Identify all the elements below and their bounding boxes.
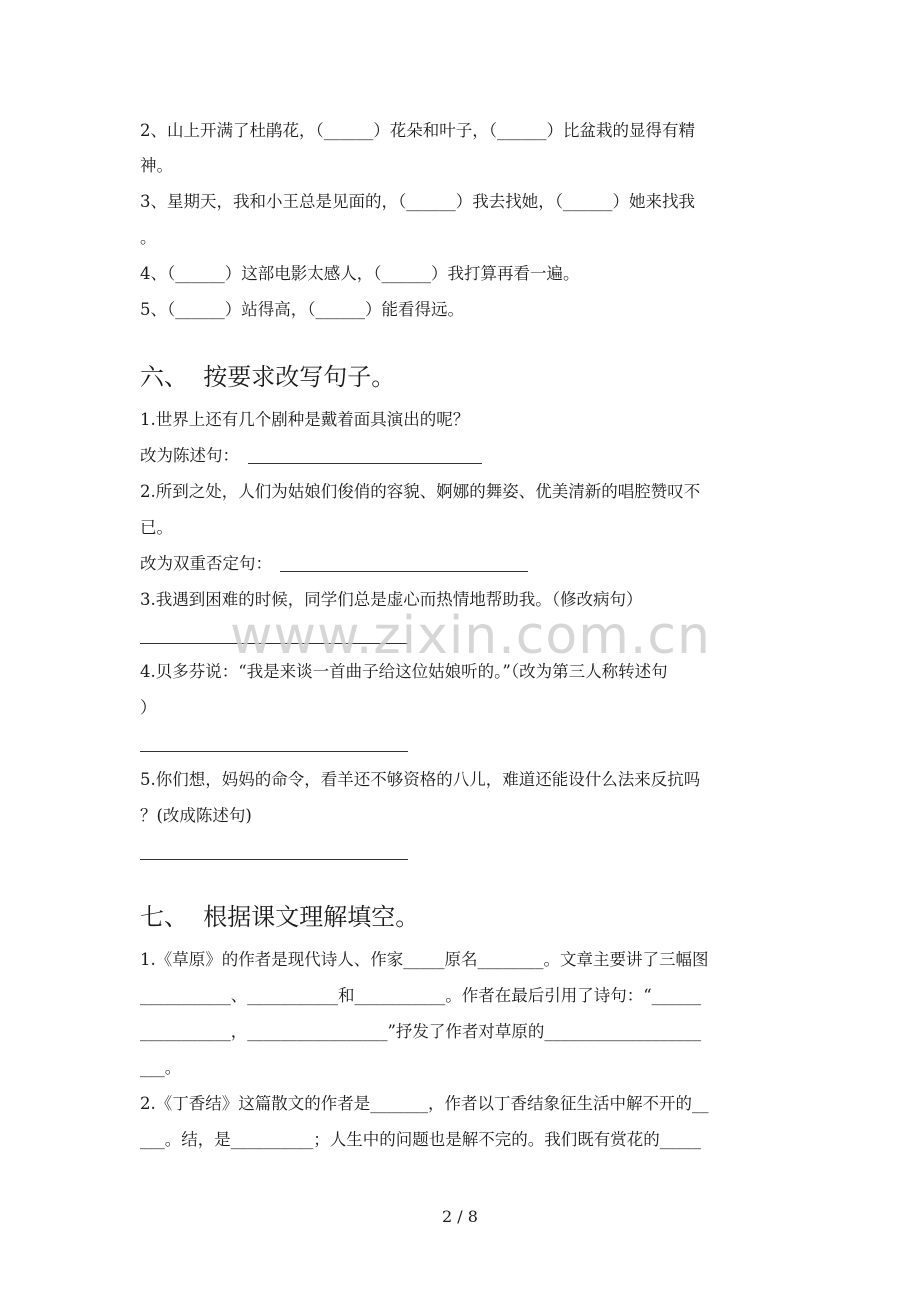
comprehension-question-2-line2: ___。结，是__________；人生中的问题也是解不完的。我们既有赏花的_____ <box>140 1130 701 1149</box>
comprehension-question-1-line4: ___。 <box>140 1058 182 1077</box>
watermark: www.zixin.com.cn <box>230 606 711 666</box>
fill-blank-item-3: 3、星期天，我和小王总是见面的，（______）我去找她，（______）她来找我 <box>140 192 695 211</box>
comprehension-question-1: 1.《草原》的作者是现代诗人、作家_____原名________。文章主要讲了三幅图 <box>140 950 709 969</box>
rewrite-question-2: 2.所到之处，人们为姑娘们俊俏的容貌、婀娜的舞姿、优美清新的唱腔赞叹不 <box>140 482 701 501</box>
answer-line-5[interactable] <box>140 859 408 860</box>
rewrite-question-5: 5.你们想，妈妈的命令，看羊还不够资格的八儿，难道还能设什么法来反抗吗 <box>140 770 701 789</box>
rewrite-question-1: 1.世界上还有几个剧种是戴着面具演出的呢？ <box>140 410 470 429</box>
section-heading-6: 六、 按要求改写句子。 <box>140 363 396 391</box>
rewrite-answer-label-2: 改为双重否定句： <box>140 554 272 573</box>
section-heading-7: 七、 根据课文理解填空。 <box>140 903 420 931</box>
fill-blank-item-2: 2、山上开满了杜鹃花，（______）花朵和叶子，（______）比盆栽的显得有精 <box>140 121 695 140</box>
fill-blank-item-2-cont: 神。 <box>140 156 173 175</box>
answer-line-2[interactable] <box>280 571 528 572</box>
answer-line-4[interactable] <box>140 751 408 752</box>
rewrite-question-4-cont: ） <box>140 698 157 717</box>
rewrite-question-2-cont: 已。 <box>140 518 173 537</box>
fill-blank-item-3-cont: 。 <box>140 228 157 247</box>
rewrite-answer-label-1: 改为陈述句： <box>140 446 239 465</box>
comprehension-question-2: 2.《丁香结》这篇散文的作者是_______，作者以丁香结象征生活中解不开的__ <box>140 1094 709 1113</box>
fill-blank-item-5: 5、（______）站得高，（______）能看得远。 <box>140 300 464 319</box>
comprehension-question-1-line2: ___________、___________和___________。作者在最后引用了诗句：“______ <box>140 986 702 1005</box>
rewrite-question-5-cont: ？(改成陈述句) <box>140 806 252 825</box>
rewrite-question-3: 3.我遇到困难的时候，同学们总是虚心而热情地帮助我。（修改病句） <box>140 590 643 609</box>
rewrite-question-4: 4.贝多芬说：“我是来谈一首曲子给这位姑娘听的。”（改为第三人称转述句 <box>140 662 668 681</box>
comprehension-question-1-line3: ___________，_________________”抒发了作者对草原的___________________ <box>140 1022 702 1041</box>
answer-line-1[interactable] <box>248 463 482 464</box>
page-number: 2 / 8 <box>442 1207 478 1226</box>
fill-blank-item-4: 4、（______）这部电影太感人，（______）我打算再看一遍。 <box>140 264 580 283</box>
